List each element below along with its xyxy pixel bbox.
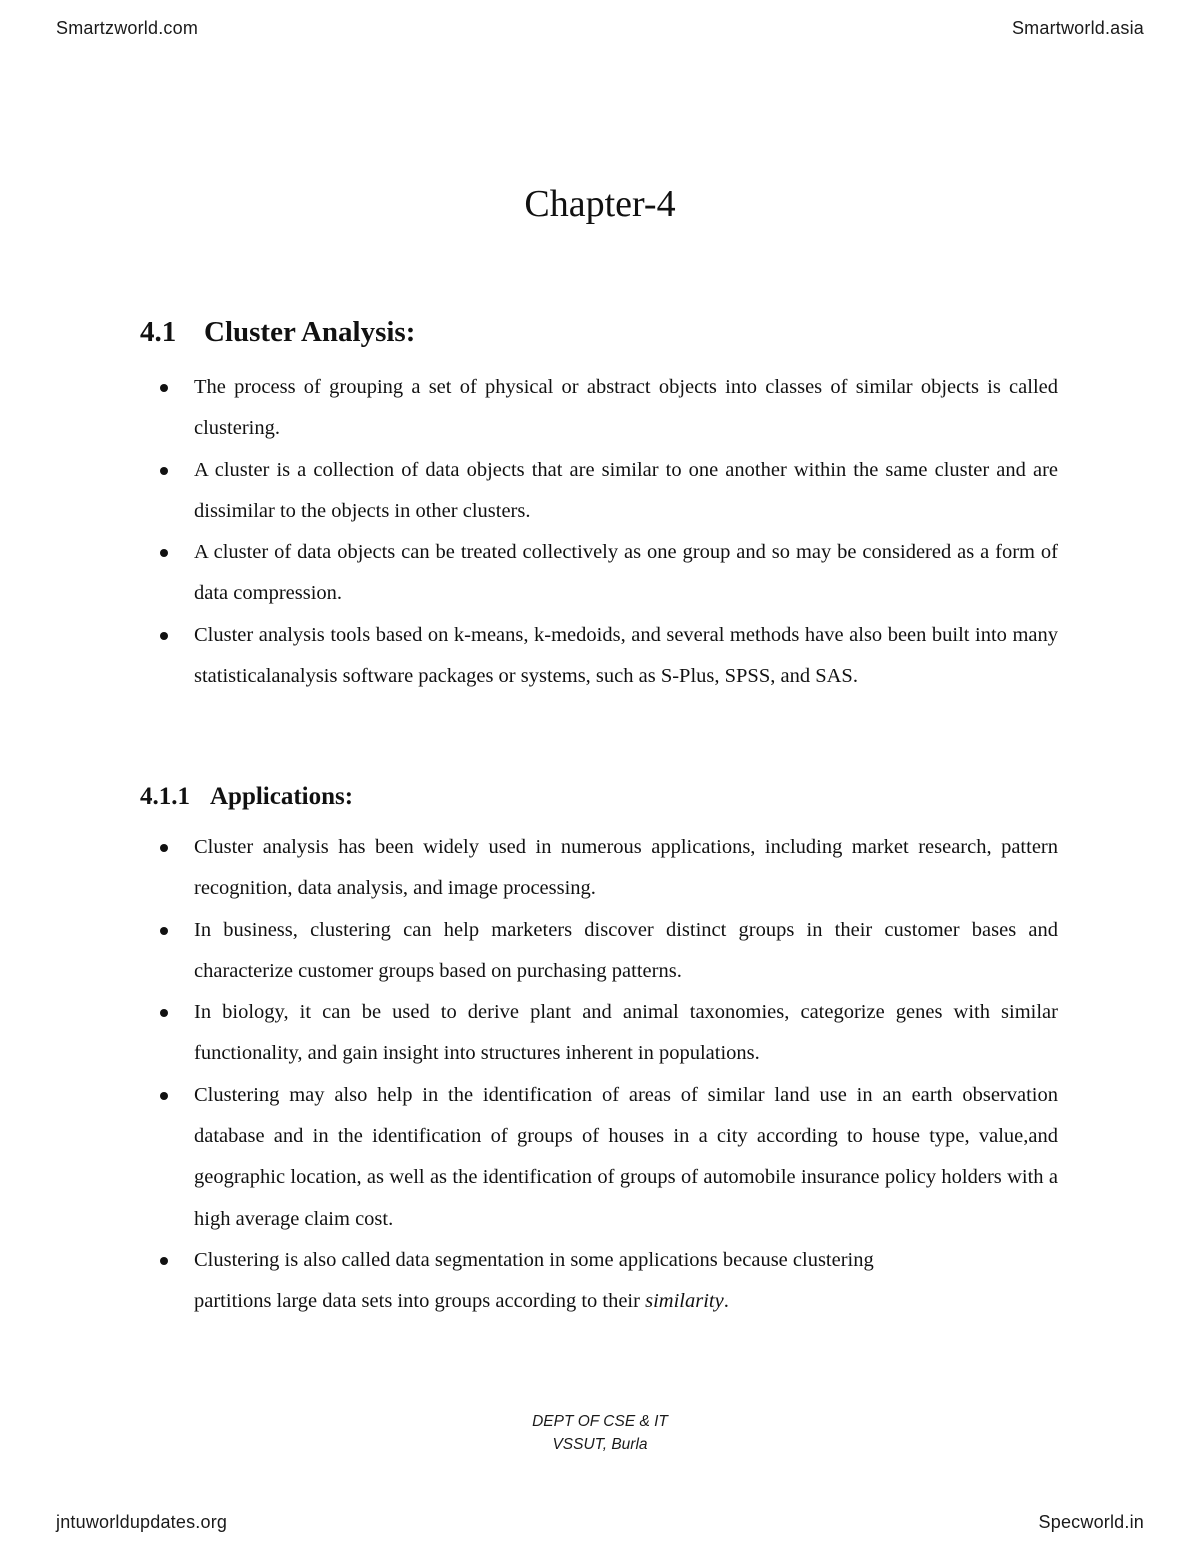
list-item [194,1075,1058,1240]
list-item-text: Clustering may also help in the identification of areas of similar land use in an earth observation database and in the identification of groups of houses in a city according to house type, value,and geographic location, as well as the identification of groups of automobile insurance policy holders with a high average claim cost. [194,1083,1058,1230]
list-item-text: In business, clustering can help marketers discover distinct groups in their customer bases and characterize customer groups based on purchasing patterns. [194,918,1058,982]
watermark-top-right: Smartworld.asia [1011,18,1144,38]
applications-bullet-list [0,827,1200,1323]
list-item-text: Cluster analysis tools based on k-means, k-medoids, and several methods have also been built into many statisticalanalysis software packages or systems, such as S-Plus, SPSS, and SAS. [194,623,1058,688]
list-item-text-line1: Clustering is also called data segmentation in some applications because clustering [194,1248,874,1271]
bullet-icon [160,927,168,935]
list-item [194,910,1058,993]
emphasis-similarity: similarity [645,1290,724,1313]
list-item-text: A cluster is a collection of data objects that are similar to one another within the same cluster and are dissimilar to the objects in other clusters. [194,458,1058,522]
footer-department: DEPT OF CSE & IT [532,1413,668,1430]
section-bullet-list [0,367,1200,697]
list-item [194,615,1058,698]
subsection-number: 4.1.1 [140,783,190,810]
list-item-text: Cluster analysis has been widely used in numerous applications, including market research, pattern recognition, data analysis, and image processing. [194,836,1058,900]
subsection-heading [140,783,353,811]
bullet-icon [160,467,168,475]
list-item-text-end: . [723,1290,729,1313]
subsection-title: Applications: [210,783,354,810]
bullet-icon [160,549,168,557]
list-item-text: A cluster of data objects can be treated collectively as one group and so may be considered as a form of data compression. [194,541,1058,605]
list-item [194,367,1058,450]
list-item [194,992,1058,1075]
bullet-icon [160,632,168,640]
section-heading [140,316,415,349]
watermark-top-left: Smartzworld.com [56,18,199,38]
section-number: 4.1 [140,316,177,348]
bullet-icon [160,384,168,392]
bullet-icon [160,844,168,852]
list-item [194,827,1058,910]
watermark-bottom-left: jntuworldupdates.org [56,1512,228,1532]
footer-institution: VSSUT, Burla [552,1436,648,1453]
list-item [194,532,1058,615]
list-item-text: The process of grouping a set of physical or abstract objects into classes of similar objects is called clustering. [194,376,1058,440]
chapter-title: Chapter-4 [524,183,676,225]
bullet-icon [160,1092,168,1100]
list-item-text-line2: partitions large data sets into groups according to their [194,1290,646,1313]
watermark-bottom-right: Specworld.in [1038,1512,1144,1532]
section-title: Cluster Analysis: [204,316,416,348]
bullet-icon [160,1009,168,1017]
list-item-text: In biology, it can be used to derive plant and animal taxonomies, categorize genes with similar functionality, and gain insight into structures inherent in populations. [194,1001,1058,1065]
bullet-icon [160,1257,168,1265]
page-footer [0,1410,1200,1456]
list-item [194,450,1058,533]
list-item [194,1240,1058,1323]
